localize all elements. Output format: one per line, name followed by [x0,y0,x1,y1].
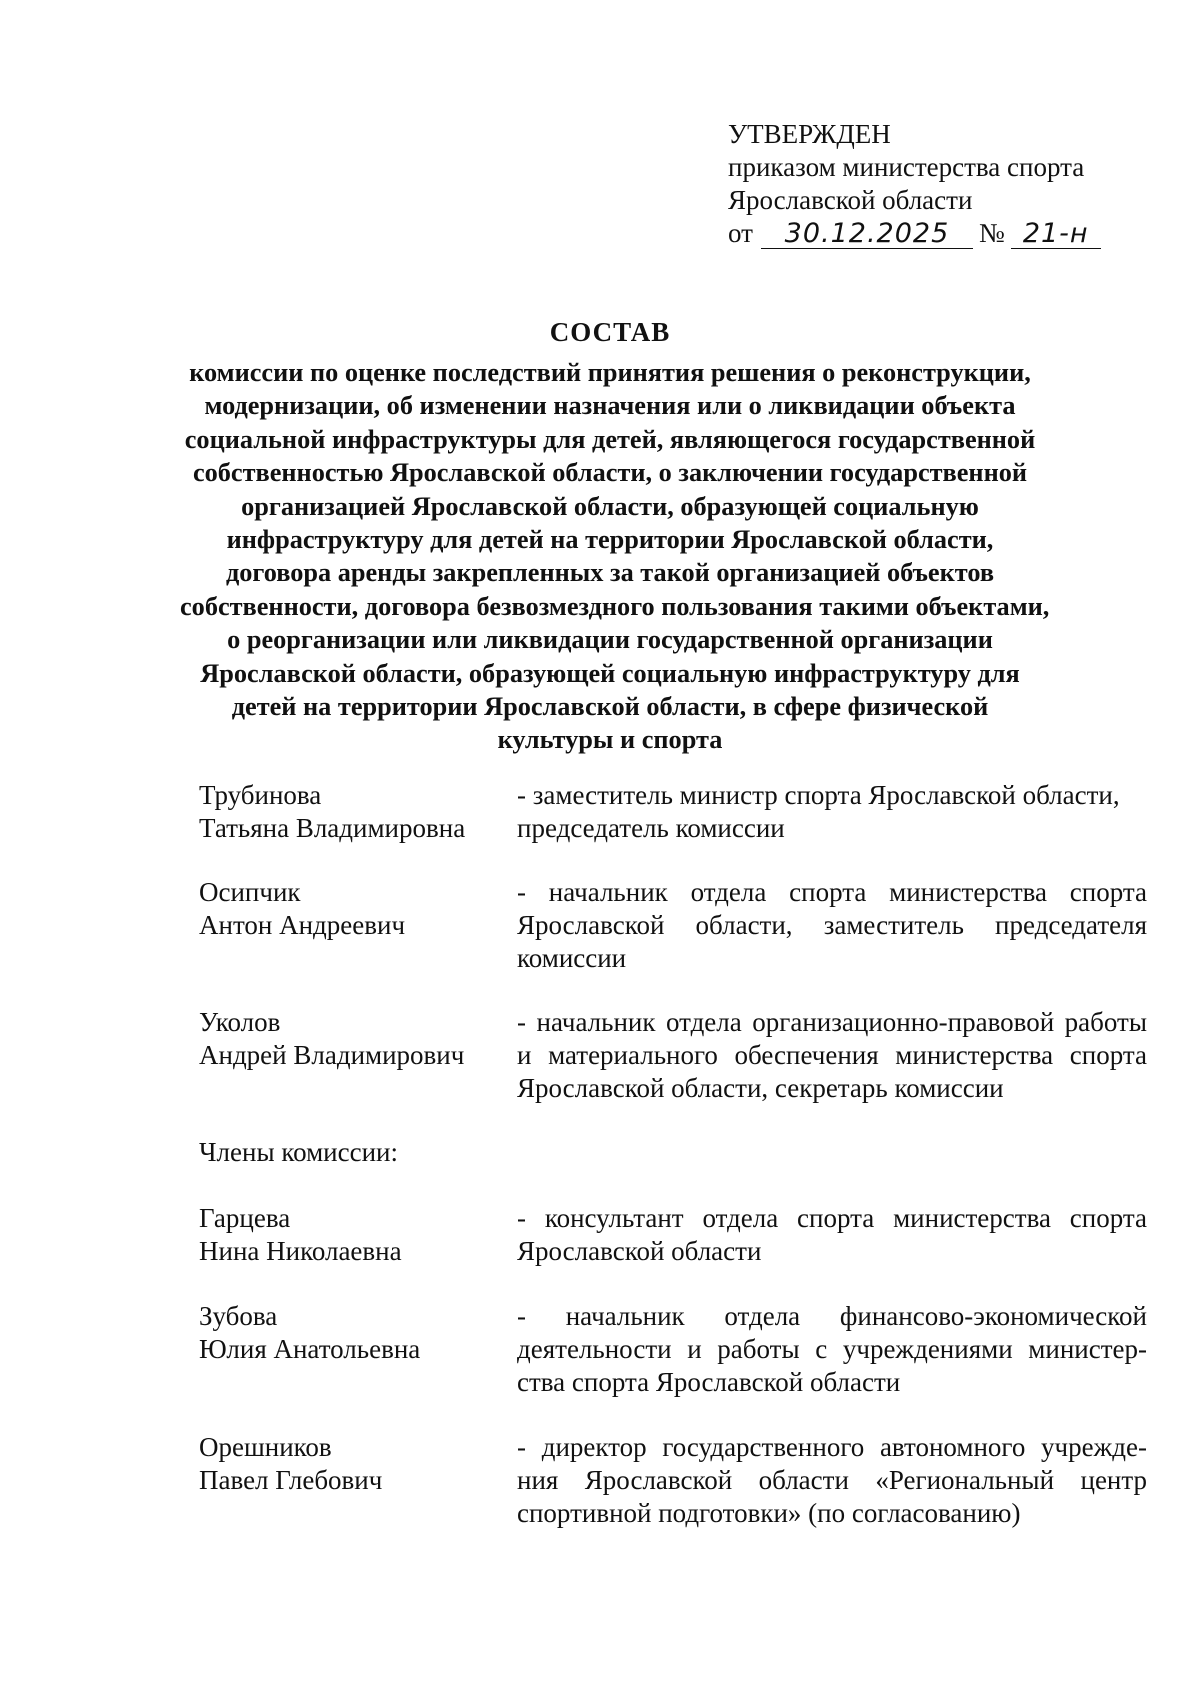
subtitle-line: модернизации, об изменении назначения или о ликвидации объекта [204,391,1016,421]
subtitle-line: собственности, договора безвозмездного пользования такими объектами, [180,591,1050,621]
approval-line-1: приказом министерства спорта [728,152,1085,182]
members-label: Члены комиссии: [199,1137,398,1167]
member-name [199,1202,499,1268]
member-surname: Гарцева [199,1203,291,1233]
handwritten-date: 30.12.2025 [761,220,973,249]
subtitle-line: комиссии по оценке последствий принятия решения о реконструкции, [189,358,1031,387]
member-role [517,1431,1147,1530]
member-role-line: деятельности и работы с учреждениями министер- [517,1334,1147,1364]
member-given-names: Павел Глебович [199,1465,383,1495]
member-given-names: Андрей Владимирович [199,1040,465,1070]
title-text: СОСТАВ [549,317,671,347]
member-given-names: Антон Андреевич [199,910,406,940]
member-surname: Уколов [199,1007,281,1037]
member-role-line: ства спорта Ярославской области [517,1367,901,1397]
member-name [199,876,499,942]
member-role [517,1300,1147,1399]
member-role [517,779,1147,845]
approval-date-line [728,217,1101,250]
member-given-names: Юлия Анатольевна [199,1334,421,1364]
member-role-line: - начальник отдела спорта министерства спорта [517,877,1147,907]
subtitle-line: детей на территории Ярославской области, в сфере физической [231,692,989,722]
approval-line-2: Ярославской области [728,185,973,215]
member-name [199,1006,499,1072]
subtitle-line: организацией Ярославской области, образующей социальную [241,491,979,521]
handwritten-number: 21-н [1011,220,1101,249]
member-role-line: ния Ярославской области «Региональный центр [517,1465,1147,1495]
member-role [517,1006,1147,1105]
member-role-line: Ярославской области [517,1236,762,1266]
member-role-line: - директор государственного автономного учрежде- [517,1432,1147,1462]
member-name [199,779,499,845]
member-role [517,876,1147,975]
member-role-line: - консультант отдела спорта министерства спорта [517,1203,1147,1233]
member-role-line: комиссии [517,943,627,973]
member-role-line: - начальник отдела организационно-правовой работы [517,1007,1147,1037]
subtitle-line: культуры и спорта [497,725,723,755]
subtitle-line: собственностью Ярославской области, о заключении государственной [192,458,1028,488]
member-role-line: - начальник отдела финансово-экономической [517,1301,1147,1331]
subtitle-line: Ярославской области, образующей социальную инфраструктуру для [200,658,1020,688]
member-surname: Орешников [199,1432,332,1462]
member-role-line: председатель комиссии [517,813,785,843]
subtitle-line: о реорганизации или ликвидации государственной организации [227,625,993,655]
member-surname: Трубинова [199,780,322,810]
document-title [180,316,1040,349]
member-surname: Зубова [199,1301,278,1331]
member-role [517,1202,1147,1268]
member-role-line: спортивной подготовки» (по согласованию) [517,1498,1021,1528]
member-role-line: Ярославской области, секретарь комиссии [517,1073,1004,1103]
subtitle-line: инфраструктуру для детей на территории Ярославской области, [226,525,994,555]
member-name [199,1300,499,1366]
date-prefix: от [728,218,753,248]
number-prefix: № [978,218,1005,248]
member-name [199,1431,499,1497]
member-role-line: и материального обеспечения министерства спорта [517,1040,1147,1070]
subtitle-line: договора аренды закрепленных за такой организацией объектов [225,558,995,588]
member-role-line: Ярославской области, заместитель председателя [517,910,1147,940]
approval-heading: УТВЕРЖДЕН [728,119,891,149]
member-given-names: Татьяна Владимировна [199,813,466,843]
member-given-names: Нина Николаевна [199,1236,402,1266]
subtitle-line: социальной инфраструктуры для детей, являющегося государственной [184,424,1036,454]
member-role-line: - заместитель министр спорта Ярославской области, [517,780,1120,810]
document-subtitle [180,356,1050,757]
approval-block [728,118,1101,250]
member-surname: Осипчик [199,877,301,907]
